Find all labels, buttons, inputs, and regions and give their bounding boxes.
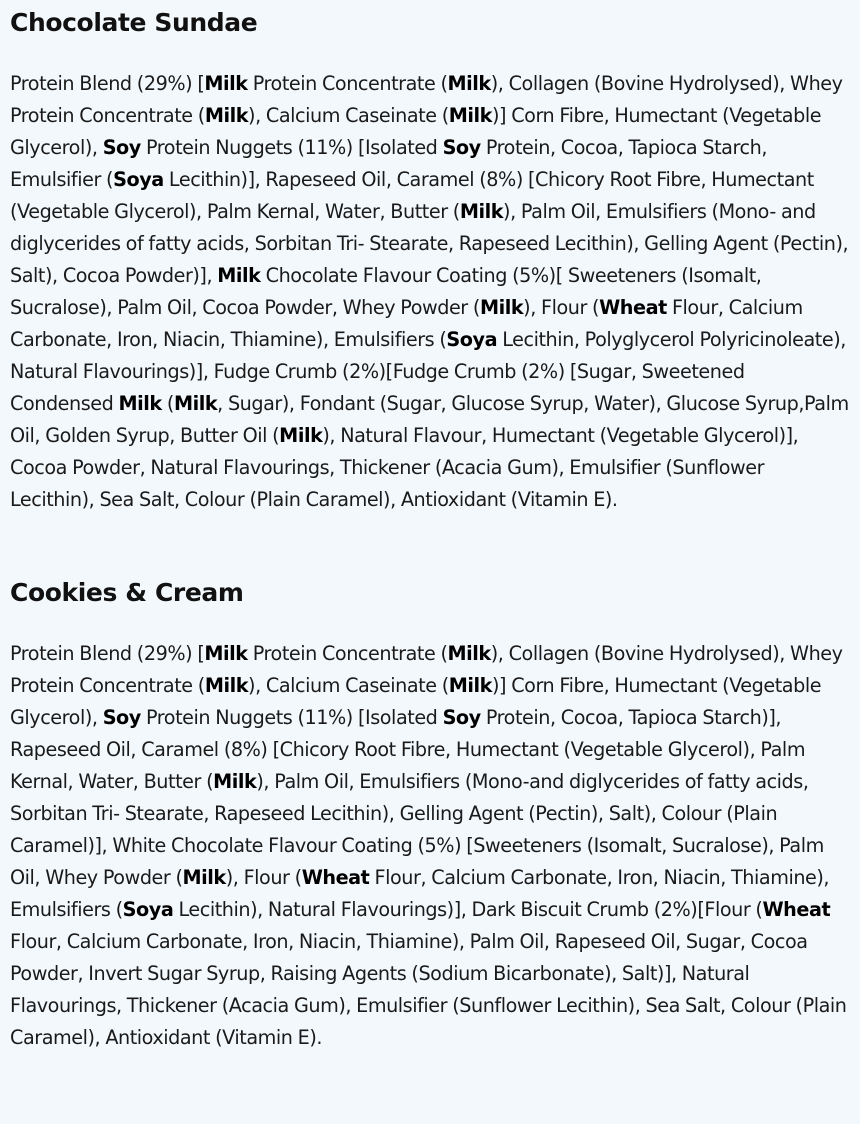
allergen-text: Milk (279, 424, 323, 447)
ingredient-text: ( (161, 392, 174, 415)
allergen-text: Milk (204, 72, 248, 95)
allergen-text: Soya (113, 168, 164, 191)
ingredient-text: Lecithin, Polyglycerol Polyricinoleate), Natural Flavourings)], Fudge Crumb (2%)[Fudge Crumb (2%) [Sugar, Sweetened Condensed (10, 328, 846, 415)
ingredient-text: ), Calcium Caseinate ( (248, 104, 449, 127)
ingredients-text (10, 68, 850, 516)
section-title: Cookies & Cream (10, 578, 244, 607)
ingredient-text: Protein Nuggets (11%) [Isolated (140, 136, 443, 159)
ingredient-text: Protein Blend (29%) [ (10, 642, 205, 665)
allergen-text: Milk (459, 200, 504, 223)
ingredient-text: ), Flour ( (225, 866, 302, 889)
ingredient-text: Protein Concentrate ( (247, 72, 448, 95)
allergen-text: Milk (448, 104, 492, 127)
allergen-text: Wheat (762, 898, 831, 921)
ingredient-text: Lecithin), Natural Flavourings)], Dark Biscuit Crumb (2%)[Flour ( (173, 898, 763, 921)
ingredient-text: Protein Concentrate ( (247, 642, 448, 665)
allergen-text: Soy (102, 136, 141, 159)
ingredient-text: )] Corn Fibre, Humectant (Vegetable Glycerol), (10, 104, 822, 159)
ingredient-text: Protein, Cocoa, Tapioca Starch)], Rapeseed Oil, Caramel (8%) [Chicory Root Fibre, Humectant (Vegetable Glycerol), Palm Kernal, Water, Butter ( (10, 706, 806, 793)
ingredient-text: )] Corn Fibre, Humectant (Vegetable Glycerol), (10, 674, 822, 729)
section-title: Chocolate Sundae (10, 8, 258, 37)
ingredient-text: Flour, Calcium Carbonate, Iron, Niacin, Thiamine), Emulsifiers ( (10, 866, 830, 921)
allergen-text: Soya (122, 898, 174, 921)
allergen-text: Milk (182, 866, 226, 889)
ingredient-text: Lecithin)], Rapeseed Oil, Caramel (8%) [Chicory Root Fibre, Humectant (Vegetable Glycerol), Palm Kernal, Water, Butter ( (10, 168, 814, 223)
ingredient-text: Chocolate Flavour Coating (5%)[ Sweeteners (Isomalt, Sucralose), Palm Oil, Cocoa Powder, Whey Powder ( (10, 264, 762, 319)
allergen-text: Wheat (301, 866, 370, 889)
allergen-text: Wheat (599, 296, 667, 319)
ingredient-text: Flour, Calcium Carbonate, Iron, Niacin, Thiamine), Palm Oil, Rapeseed Oil, Sugar, Cocoa Powder, Invert Sugar Syrup, Raising Agents (Sodium Bicarbonate), Salt)], Natural Flavourings, Thickener (Acacia Gum), Emulsifier (Sunflower Lecithin), Sea Salt, Colour (Plain Caramel), Antioxidant (Vitamin E). (10, 930, 847, 1049)
ingredient-text: ), Calcium Caseinate ( (248, 674, 449, 697)
ingredient-text: Protein Blend (29%) [ (10, 72, 205, 95)
ingredient-text: ), Palm Oil, Emulsifiers (Mono-and diglycerides of fatty acids, Sorbitan Tri- Stearate, Rapeseed Lecithin), Gelling Agent (Pectin), Salt), Colour (Plain Caramel)], White Chocolate Flavour Coating (5%) [Sweeteners (Isomalt, Sucralose), Palm Oil, Whey Powder ( (10, 770, 824, 889)
allergen-text: Soy (442, 706, 481, 729)
allergen-text: Milk (447, 72, 491, 95)
ingredient-text: ), Flour ( (523, 296, 600, 319)
allergen-text: Milk (447, 642, 491, 665)
allergen-text: Milk (448, 674, 492, 697)
allergen-text: Soya (446, 328, 498, 351)
allergen-text: Soy (102, 706, 141, 729)
allergen-text: Milk (479, 296, 524, 319)
ingredients-text (10, 638, 850, 1054)
allergen-text: Milk (173, 392, 218, 415)
allergen-text: Soy (442, 136, 481, 159)
ingredient-text: Protein Nuggets (11%) [Isolated (140, 706, 443, 729)
allergen-text: Milk (118, 392, 162, 415)
allergen-text: Milk (204, 674, 249, 697)
allergen-text: Milk (204, 104, 249, 127)
allergen-text: Milk (213, 770, 257, 793)
ingredient-text: , Sugar), Fondant (Sugar, Glucose Syrup, Water), Glucose Syrup,Palm Oil, Golden Syrup, Butter Oil ( (10, 392, 849, 447)
section-chocolate-sundae (10, 0, 850, 516)
ingredient-text: Flour, Calcium Carbonate, Iron, Niacin, Thiamine), Emulsifiers ( (10, 296, 803, 351)
allergen-text: Milk (204, 642, 248, 665)
section-cookies-and-cream (10, 516, 850, 1054)
ingredient-text: ), Palm Oil, Emulsifiers (Mono- and diglycerides of fatty acids, Sorbitan Tri- Stearate, Rapeseed Lecithin), Gelling Agent (Pectin), Salt), Cocoa Powder)], (10, 200, 849, 287)
ingredient-text: Protein, Cocoa, Tapioca Starch, Emulsifier ( (10, 136, 767, 191)
ingredient-text: ), Collagen (Bovine Hydrolysed), Whey Protein Concentrate ( (10, 642, 843, 697)
allergen-text: Milk (217, 264, 261, 287)
ingredient-text: ), Natural Flavour, Humectant (Vegetable Glycerol)], Cocoa Powder, Natural Flavourings, Thickener (Acacia Gum), Emulsifier (Sunflower Lecithin), Sea Salt, Colour (Plain Caramel), Antioxidant (Vitamin E). (10, 424, 799, 511)
ingredient-text: ), Collagen (Bovine Hydrolysed), Whey Protein Concentrate ( (10, 72, 843, 127)
